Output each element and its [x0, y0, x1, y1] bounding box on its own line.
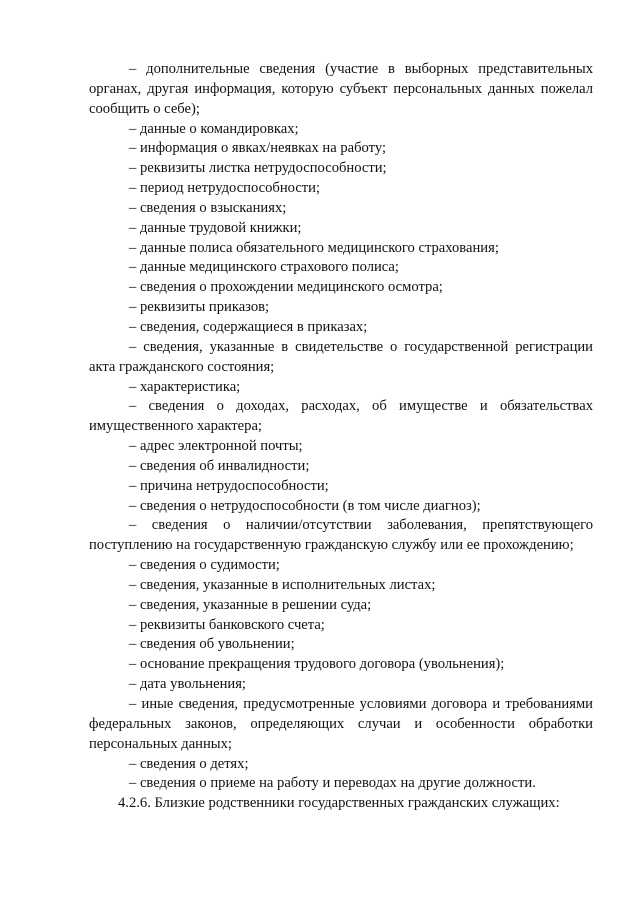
list-item: – иные сведения, предусмотренные условиями договора и требованиями федеральных законов, определяющих случаи и особенности обработки персональных данных; [89, 696, 593, 752]
list-item: – реквизиты банковского счета; [129, 616, 325, 633]
list-item: – сведения, указанные в свидетельстве о государственной регистрации акта гражданского состояния; [89, 338, 593, 375]
list-item: – данные трудовой книжки; [129, 219, 302, 236]
list-item: – адрес электронной почты; [129, 438, 303, 455]
list-item: – сведения о судимости; [129, 557, 280, 574]
list-item: – сведения о доходах, расходах, об имуществе и обязательствах имущественного характера; [89, 398, 593, 435]
list-item: – основание прекращения трудового договора (увольнения); [129, 656, 505, 673]
list-item: – информация о явках/неявках на работу; [129, 140, 387, 157]
list-item: – реквизиты листка нетрудоспособности; [129, 160, 387, 177]
list-item: – сведения об увольнении; [129, 636, 295, 653]
list-item: – данные медицинского страхового полиса; [129, 259, 399, 276]
list-item: – сведения о приеме на работу и переводах на другие должности. [129, 775, 536, 792]
list-item: – данные полиса обязательного медицинского страхования; [129, 239, 499, 256]
list-item: – сведения о взысканиях; [129, 199, 287, 216]
clause-heading: 4.2.6. Близкие родственники государственных гражданских служащих: [118, 795, 560, 812]
list-item: – сведения о нетрудоспособности (в том числе диагноз); [129, 497, 481, 514]
list-item: – период нетрудоспособности; [129, 180, 321, 197]
list-item: – дополнительные сведения (участие в выборных представительных органах, другая информация, которую субъект персональных данных пожелал сообщить о себе); [89, 61, 593, 117]
list-item: – данные о командировках; [129, 120, 299, 137]
list-item: – дата увольнения; [129, 676, 246, 693]
list-item: – сведения о детях; [129, 755, 249, 772]
list-item: – сведения об инвалидности; [129, 457, 310, 474]
list-item: – реквизиты приказов; [129, 299, 270, 316]
list-item: – сведения, указанные в решении суда; [129, 596, 372, 613]
document-body [89, 60, 593, 814]
list-item: – характеристика; [129, 378, 241, 395]
list-item: – сведения, содержащиеся в приказах; [129, 318, 368, 335]
list-item: – сведения, указанные в исполнительных листах; [129, 576, 436, 593]
list-item: – сведения о прохождении медицинского осмотра; [129, 279, 443, 296]
list-item: – причина нетрудоспособности; [129, 477, 329, 494]
list-item: – сведения о наличии/отсутствии заболевания, препятствующего поступлению на государственную гражданскую службу или ее прохождению; [89, 517, 593, 554]
